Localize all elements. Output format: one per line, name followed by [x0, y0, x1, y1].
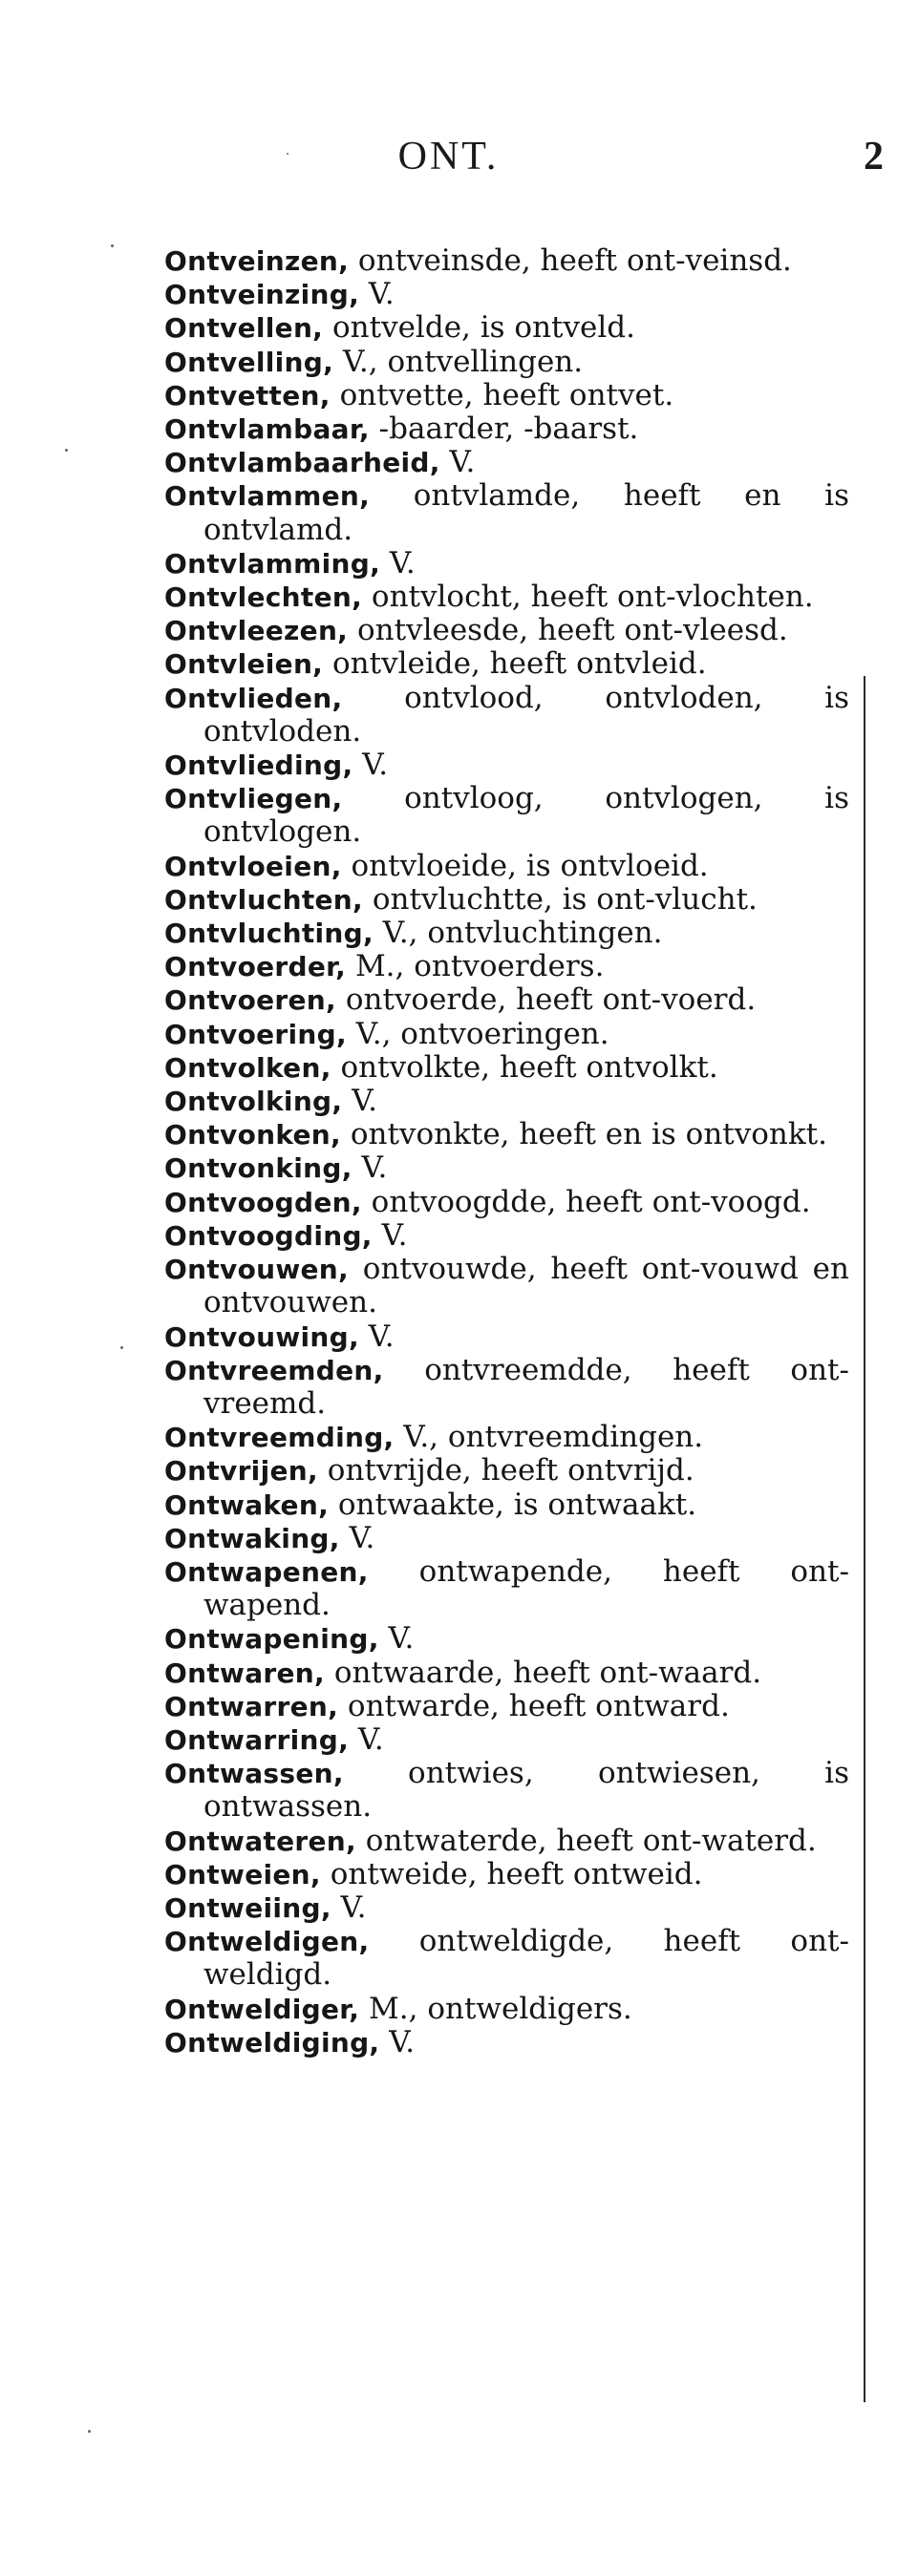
dictionary-entry — [164, 1522, 849, 1555]
entry-forms: V. — [381, 1217, 408, 1253]
entry-headword: Ontvonking, — [164, 1152, 352, 1185]
entry-headword: Ontvreemden, — [164, 1354, 384, 1386]
entry-headword: Ontvlammen, — [164, 480, 371, 513]
dictionary-entry — [164, 1489, 849, 1522]
dictionary-entry — [164, 379, 849, 412]
entry-headword: Ontwateren, — [164, 1825, 356, 1857]
dictionary-entry — [164, 346, 849, 379]
entry-forms: M., ontvoerders. — [354, 949, 605, 984]
dictionary-entry — [164, 1219, 849, 1253]
entry-forms: ontvolkte, heeft ontvolkt. — [340, 1049, 718, 1085]
dictionary-entry — [164, 1891, 849, 1925]
entry-headword: Ontvetten, — [164, 379, 331, 412]
entry-headword: Ontveinzing, — [164, 279, 360, 311]
dictionary-entry — [164, 1151, 849, 1185]
dictionary-entry — [164, 1555, 849, 1622]
dictionary-entry — [164, 749, 849, 782]
dictionary-entry — [164, 1118, 849, 1151]
entry-headword: Ontweien, — [164, 1858, 321, 1890]
dictionary-entry — [164, 1925, 849, 1992]
dictionary-entry — [164, 1757, 849, 1824]
dictionary-entry — [164, 917, 849, 950]
dictionary-entry — [164, 1454, 849, 1488]
dictionary-entry — [164, 1186, 849, 1219]
entry-headword: Ontweldiging, — [164, 2026, 380, 2059]
entry-headword: Ontvlambaarheid, — [164, 447, 440, 479]
dictionary-entry — [164, 1825, 849, 1858]
entry-forms: ontweldigde, heeft ont-weldigd. — [203, 1924, 849, 1993]
entry-forms: ontvlamde, heeft en is ontvlamd. — [203, 478, 849, 547]
dictionary-entry — [164, 581, 849, 614]
entry-forms: ontwaterde, heeft ont-waterd. — [365, 1823, 817, 1858]
dictionary-entry — [164, 883, 849, 917]
entry-forms: V. — [361, 1151, 388, 1186]
entry-headword: Ontweiing, — [164, 1891, 331, 1924]
entry-headword: Ontvonken, — [164, 1119, 341, 1151]
entry-forms: ontvleide, heeft ontvleid. — [331, 646, 707, 682]
dictionary-entry — [164, 1657, 849, 1690]
entry-forms: V. — [340, 1890, 367, 1925]
dictionary-entry — [164, 2026, 849, 2059]
dictionary-entry — [164, 1253, 849, 1320]
dictionary-entry — [164, 446, 849, 479]
entry-forms: ontvlood, ontvloden, is ontvloden. — [203, 680, 849, 749]
entry-headword: Ontvolken, — [164, 1051, 331, 1084]
entry-forms: ontvreemdde, heeft ont-vreemd. — [203, 1352, 849, 1421]
entry-headword: Ontvoogding, — [164, 1219, 373, 1252]
page-number: 2 — [864, 135, 884, 179]
print-speck — [65, 449, 68, 452]
entry-headword: Ontvouwen, — [164, 1254, 349, 1286]
entry-forms: V. — [368, 277, 395, 312]
entry-forms: V. — [449, 445, 476, 480]
entry-forms: ontwapende, heeft ont-wapend. — [203, 1553, 849, 1623]
dictionary-entry — [164, 682, 849, 749]
dictionary-entry — [164, 850, 849, 883]
dictionary-entry — [164, 782, 849, 849]
entry-headword: Ontvlieding, — [164, 750, 353, 782]
dictionary-entry — [164, 244, 849, 278]
print-speck — [120, 1346, 123, 1349]
entry-forms: ontvoogdde, heeft ont-voogd. — [371, 1184, 811, 1219]
entry-headword: Ontvoeren, — [164, 984, 336, 1017]
entry-headword: Ontvoering, — [164, 1018, 347, 1050]
dictionary-entry — [164, 479, 849, 546]
entry-forms: V. — [368, 1319, 395, 1354]
entry-headword: Ontwaken, — [164, 1489, 330, 1521]
entry-headword: Ontvreemding, — [164, 1422, 395, 1454]
entry-headword: Ontvleien, — [164, 648, 324, 681]
dictionary-entry — [164, 311, 849, 345]
entry-forms: ontvluchtte, is ont-vlucht. — [372, 881, 758, 917]
entry-forms: -baarder, -baarst. — [378, 412, 639, 447]
entry-headword: Ontvlamming, — [164, 547, 381, 580]
entry-forms: V. — [362, 748, 389, 783]
entry-forms: ontweide, heeft ontweid. — [330, 1856, 703, 1891]
entry-forms: V., ontvreemdingen. — [403, 1420, 704, 1455]
entry-headword: Ontvelling, — [164, 346, 334, 378]
entry-forms: ontwarde, heeft ontward. — [347, 1688, 730, 1723]
dictionary-entry — [164, 1622, 849, 1656]
entry-forms: ontvouwde, heeft ont-vouwd en ontvouwen. — [203, 1252, 849, 1320]
entry-forms: V. — [389, 545, 416, 581]
print-speck — [88, 2430, 91, 2433]
dictionary-entry — [164, 1421, 849, 1454]
print-speck — [287, 153, 288, 155]
entry-headword: Ontvluchting, — [164, 918, 374, 950]
entry-headword: Ontvoogden, — [164, 1186, 362, 1218]
entry-forms: V. — [388, 1621, 415, 1657]
dictionary-entry — [164, 950, 849, 983]
entry-headword: Ontwaren, — [164, 1657, 325, 1689]
entry-forms: ontvelde, is ontveld. — [331, 310, 635, 346]
entry-forms: ontvette, heeft ontvet. — [339, 377, 674, 412]
entry-forms: ontvlocht, heeft ont-vlochten. — [371, 580, 814, 615]
entry-headword: Ontvlieden, — [164, 682, 343, 714]
dictionary-entry — [164, 1051, 849, 1085]
entry-headword: Ontwapenen, — [164, 1555, 369, 1588]
entry-forms: V., ontvluchtingen. — [382, 916, 663, 951]
dictionary-entry — [164, 547, 849, 581]
entry-headword: Ontwarren, — [164, 1690, 339, 1722]
dictionary-entry — [164, 1354, 849, 1421]
entry-forms: ontvrijde, heeft ontvrijd. — [327, 1453, 694, 1489]
entry-forms: ontwaarde, heeft ont-waard. — [333, 1655, 762, 1690]
dictionary-entry — [164, 278, 849, 311]
entry-headword: Ontvloeien, — [164, 850, 342, 882]
entry-headword: Ontwaking, — [164, 1522, 340, 1554]
entry-headword: Ontvlechten, — [164, 581, 363, 614]
dictionary-entry — [164, 1858, 849, 1891]
dictionary-entry — [164, 1320, 849, 1354]
entry-forms: ontvloog, ontvlogen, is ontvlogen. — [203, 781, 849, 850]
dictionary-entry — [164, 1723, 849, 1757]
dictionary-entry — [164, 983, 849, 1017]
entry-headword: Ontvrijen, — [164, 1455, 318, 1488]
entry-forms: ontvleesde, heeft ont-vleesd. — [356, 613, 788, 648]
entry-headword: Ontvoerder, — [164, 951, 347, 983]
entry-forms: ontveinsde, heeft ont-veinsd. — [357, 243, 792, 278]
entry-forms: V. — [389, 2024, 416, 2059]
entry-headword: Ontwapening, — [164, 1623, 379, 1656]
entry-headword: Ontvlambaar, — [164, 413, 370, 446]
entry-forms: V. — [357, 1721, 384, 1757]
entry-headword: Ontwassen, — [164, 1758, 344, 1790]
page-header-title: ONT. — [397, 135, 500, 179]
entry-headword: Ontweldigen, — [164, 1926, 370, 1958]
dictionary-entry — [164, 1085, 849, 1118]
entry-headword: Ontvellen, — [164, 312, 324, 345]
dictionary-entry — [164, 1018, 849, 1051]
entry-headword: Ontvliegen, — [164, 783, 343, 815]
entry-forms: V., ontvoeringen. — [355, 1016, 609, 1051]
entry-headword: Ontvouwing, — [164, 1320, 359, 1353]
entry-forms: ontvloeide, is ontvloeid. — [351, 848, 709, 883]
entry-headword: Ontvolking, — [164, 1086, 343, 1118]
entry-headword: Ontveinzen, — [164, 245, 350, 277]
entry-forms: ontvonkte, heeft en is ontvonkt. — [350, 1117, 827, 1152]
entry-headword: Ontweldiger, — [164, 1993, 360, 2025]
dictionary-entry — [164, 647, 849, 681]
dictionary-entry — [164, 1993, 849, 2026]
entry-headword: Ontvleezen, — [164, 615, 349, 647]
entry-forms: ontwaakte, is ontwaakt. — [337, 1487, 697, 1522]
entry-forms: V. — [349, 1520, 375, 1555]
dictionary-entry — [164, 1690, 849, 1723]
entry-forms: V., ontvellingen. — [342, 344, 584, 379]
print-speck — [111, 244, 114, 247]
entry-forms: V. — [352, 1084, 378, 1119]
margin-rule — [864, 676, 865, 2402]
entry-list — [164, 244, 849, 2059]
entry-headword: Ontvluchten, — [164, 883, 363, 916]
entry-headword: Ontwarring, — [164, 1723, 350, 1756]
entry-forms: ontwies, ontwiesen, is ontwassen. — [203, 1756, 849, 1825]
entry-forms: ontvoerde, heeft ont-voerd. — [345, 982, 757, 1018]
entry-forms: M., ontweldigers. — [369, 1991, 632, 2026]
dictionary-entry — [164, 614, 849, 647]
dictionary-entry — [164, 412, 849, 446]
